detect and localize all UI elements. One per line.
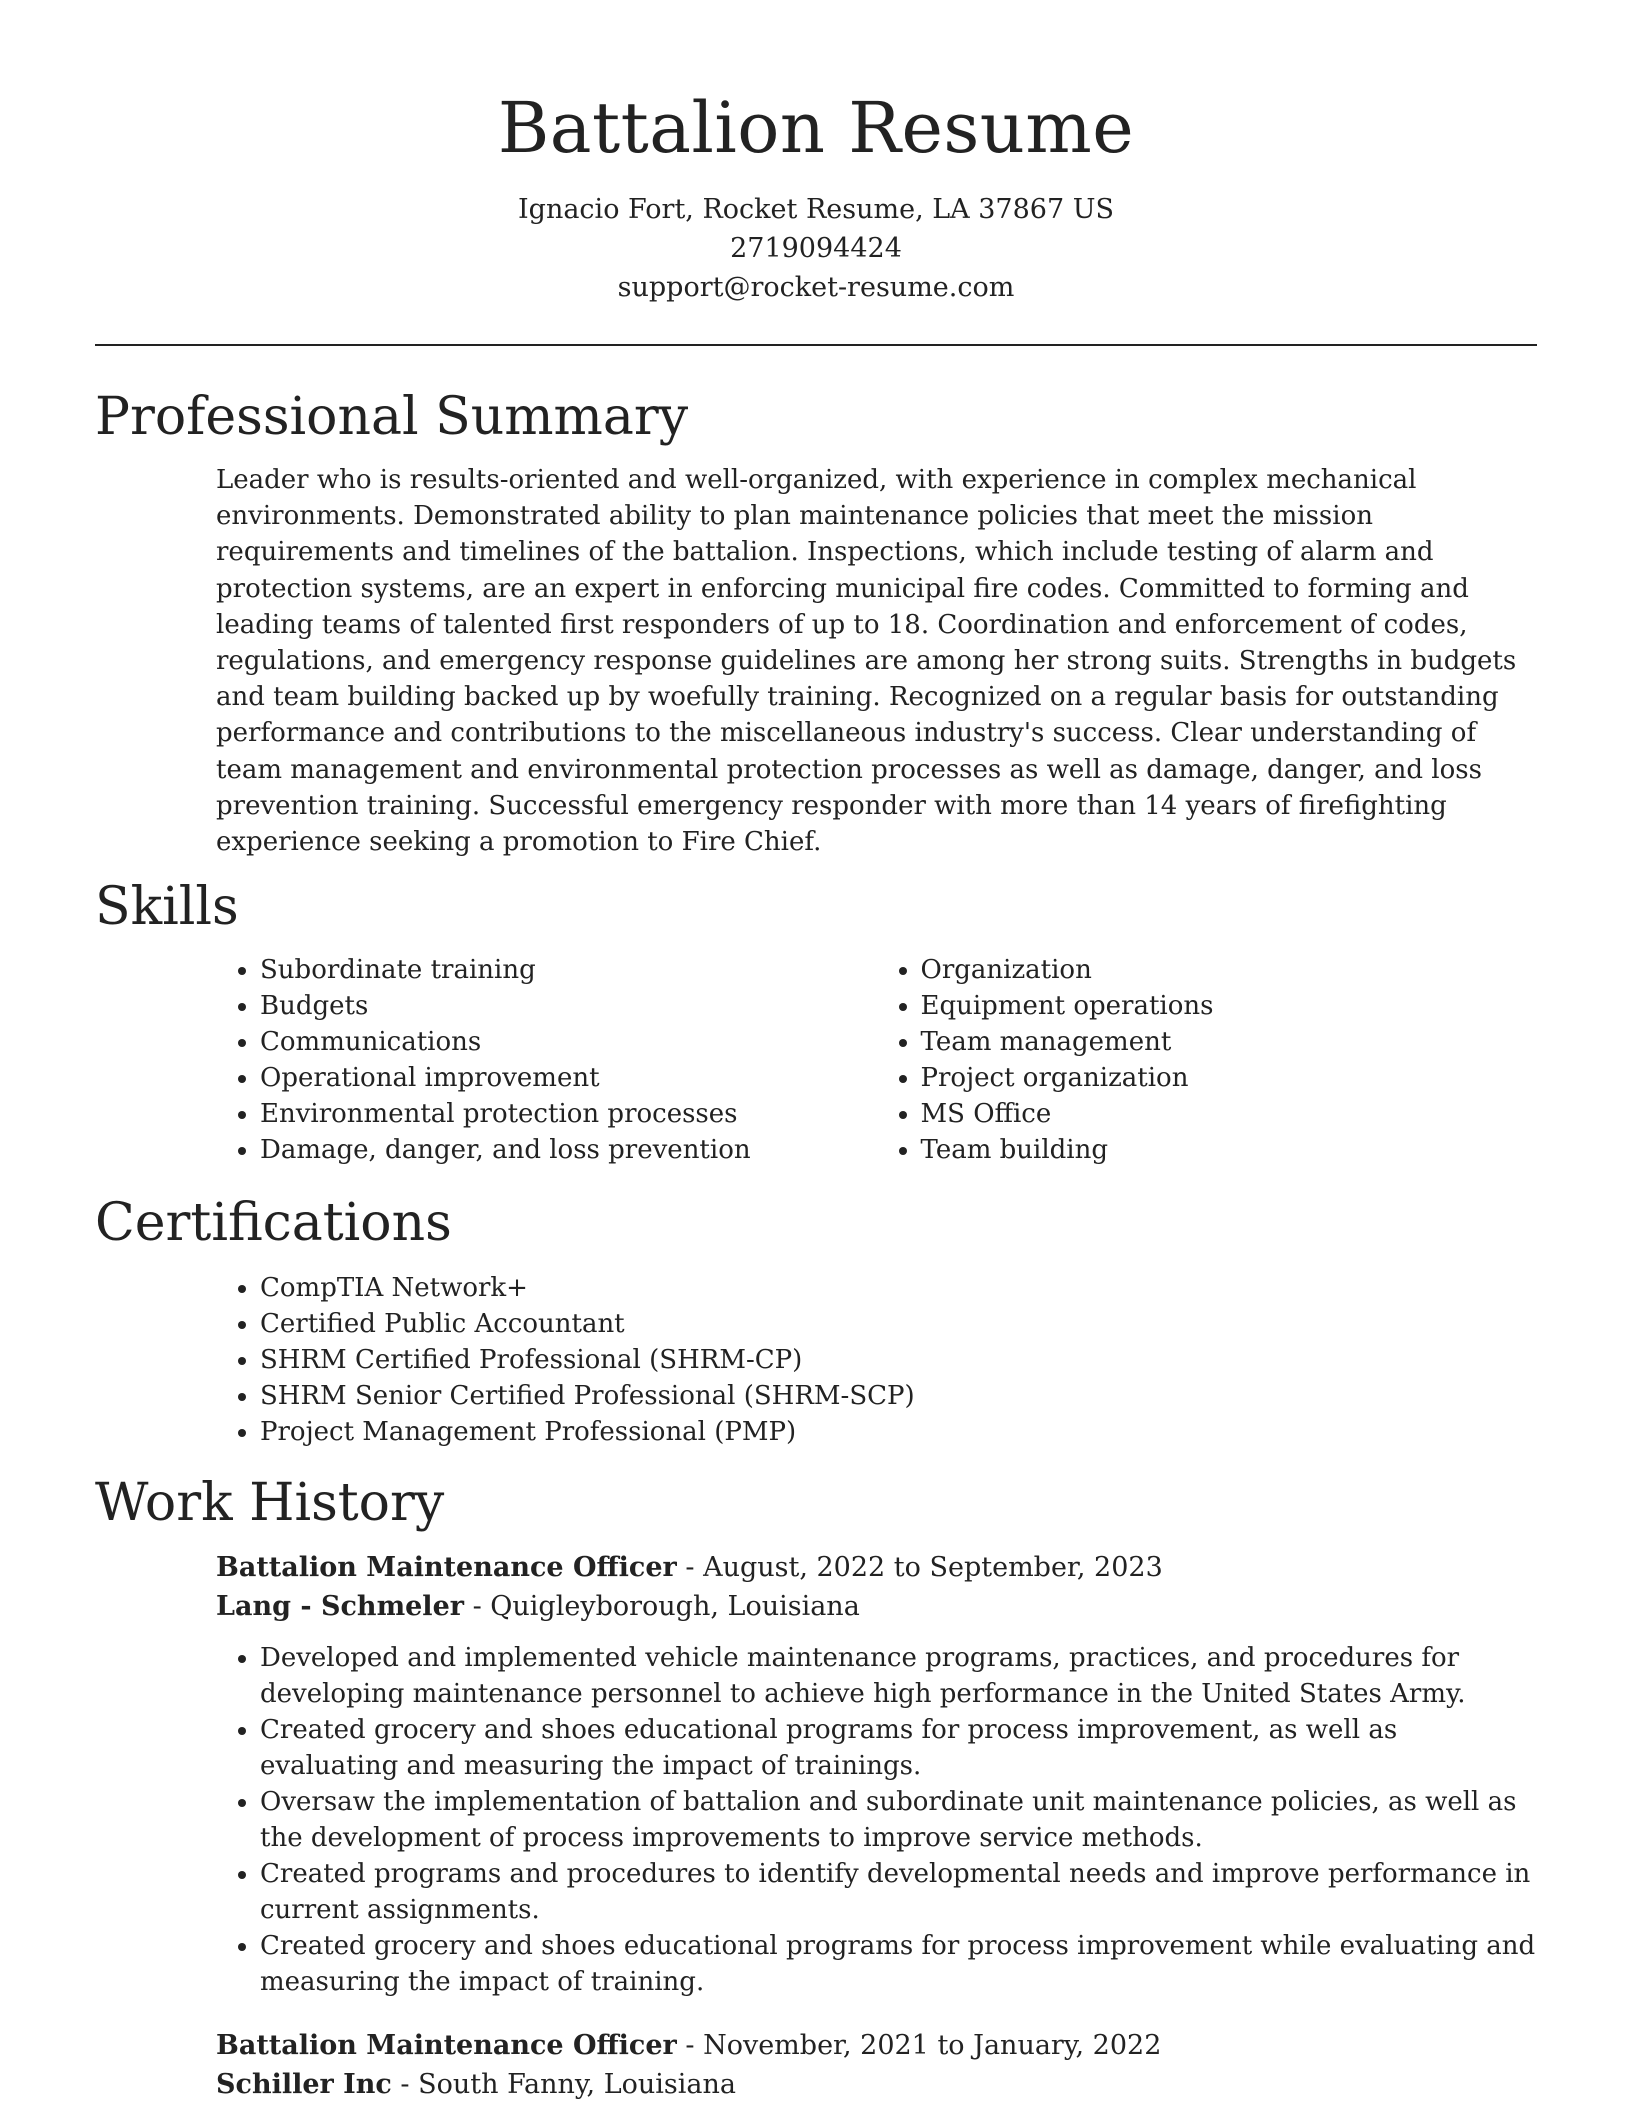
job-bullet: • Created grocery and shoes educational programs for process improvement, as well as evaluating and measuring the impact of trainings. <box>260 1712 1537 1784</box>
skill-item: • Project organization <box>921 1060 1538 1096</box>
skill-item: • Communications <box>260 1024 877 1060</box>
job-company-line <box>216 2065 1537 2104</box>
job-title: Battalion Maintenance Officer <box>216 2030 677 2062</box>
skills-column-right <box>877 952 1538 1168</box>
skill-item: • MS Office <box>921 1096 1538 1132</box>
contact-email: support@rocket-resume.com <box>617 272 1015 303</box>
skill-item: • Damage, danger, and loss prevention <box>260 1132 877 1168</box>
resume-title: Battalion Resume <box>497 87 1135 169</box>
skill-item: • Environmental protection processes <box>260 1096 877 1132</box>
job-entry <box>216 2026 1537 2104</box>
job-location: - South Fanny, Louisiana <box>391 2069 736 2101</box>
certification-item: • CompTIA Network+ <box>260 1270 1537 1306</box>
certification-item: • SHRM Senior Certified Professional (SHRM-SCP) <box>260 1378 1537 1414</box>
contact-phone: 2719094424 <box>730 233 902 264</box>
job-company: Lang - Schmeler <box>216 1591 464 1623</box>
certification-item: • Certified Public Accountant <box>260 1306 1537 1342</box>
job-bullet: • Oversaw the implementation of battalion and subordinate unit maintenance policies, as well as the development of process improvements to improve service methods. <box>260 1784 1537 1856</box>
job-company-line <box>216 1587 1537 1626</box>
skill-item: • Subordinate training <box>260 952 877 988</box>
job-bullet: • Developed and implemented vehicle maintenance programs, practices, and procedures for developing maintenance personnel to achieve high performance in the United States Army. <box>260 1640 1537 1712</box>
skill-item: • Equipment operations <box>921 988 1538 1024</box>
job-dates: - August, 2022 to September, 2023 <box>676 1552 1163 1584</box>
skill-item: • Organization <box>921 952 1538 988</box>
job-location: - Quigleyborough, Louisiana <box>463 1591 860 1623</box>
job-title: Battalion Maintenance Officer <box>216 1552 677 1584</box>
contact-address: Ignacio Fort, Rocket Resume, LA 37867 US <box>518 194 1114 225</box>
skill-item: • Operational improvement <box>260 1060 877 1096</box>
skill-item: • Budgets <box>260 988 877 1024</box>
resume-page <box>95 0 1537 2104</box>
summary-heading: Professional Summary <box>95 387 689 447</box>
skills-column-left <box>216 952 877 1168</box>
job-bullets <box>216 1640 1537 2000</box>
header-divider <box>95 344 1537 346</box>
certification-item: • SHRM Certified Professional (SHRM-CP) <box>260 1342 1537 1378</box>
job-dates: - November, 2021 to January, 2022 <box>676 2030 1162 2062</box>
summary-text: Leader who is results-oriented and well-organized, with experience in complex mechanical environments. Demonstrated ability to plan maintenance policies that meet the mission requirements and timelines of the battalion. Inspections, which include testing of alarm and protection systems, are an expert in enforcing municipal fire codes. Committed to forming and leading teams of talented first responders of up to 18. Coordination and enforcement of codes, regulations, and emergency response guidelines are among her strong suits. Strengths in budgets and team building backed up by woefully training. Recognized on a regular basis for outstanding performance and contributions to the miscellaneous industry's success. Clear understanding of team management and environmental protection processes as well as damage, danger, and loss prevention training. Successful emergency responder with more than 14 years of firefighting experience seeking a promotion to Fire Chief. <box>216 465 1517 858</box>
job-entry <box>216 1548 1537 2000</box>
certifications-heading: Certifications <box>95 1193 452 1254</box>
job-title-line <box>216 1548 1537 1587</box>
contact-info <box>95 190 1537 307</box>
work-history-heading: Work History <box>95 1473 445 1534</box>
skills-list <box>216 952 1537 1168</box>
skills-heading: Skills <box>95 877 239 938</box>
certification-item: • Project Management Professional (PMP) <box>260 1414 1537 1450</box>
job-title-line <box>216 2026 1537 2065</box>
skill-item: • Team management <box>921 1024 1538 1060</box>
job-bullet: • Created programs and procedures to identify developmental needs and improve performance in current assignments. <box>260 1856 1537 1928</box>
job-company: Schiller Inc <box>216 2069 392 2101</box>
skill-item: • Team building <box>921 1132 1538 1168</box>
certifications-list <box>216 1270 1537 1450</box>
job-bullet: • Created grocery and shoes educational programs for process improvement while evaluating and measuring the impact of training. <box>260 1928 1537 2000</box>
